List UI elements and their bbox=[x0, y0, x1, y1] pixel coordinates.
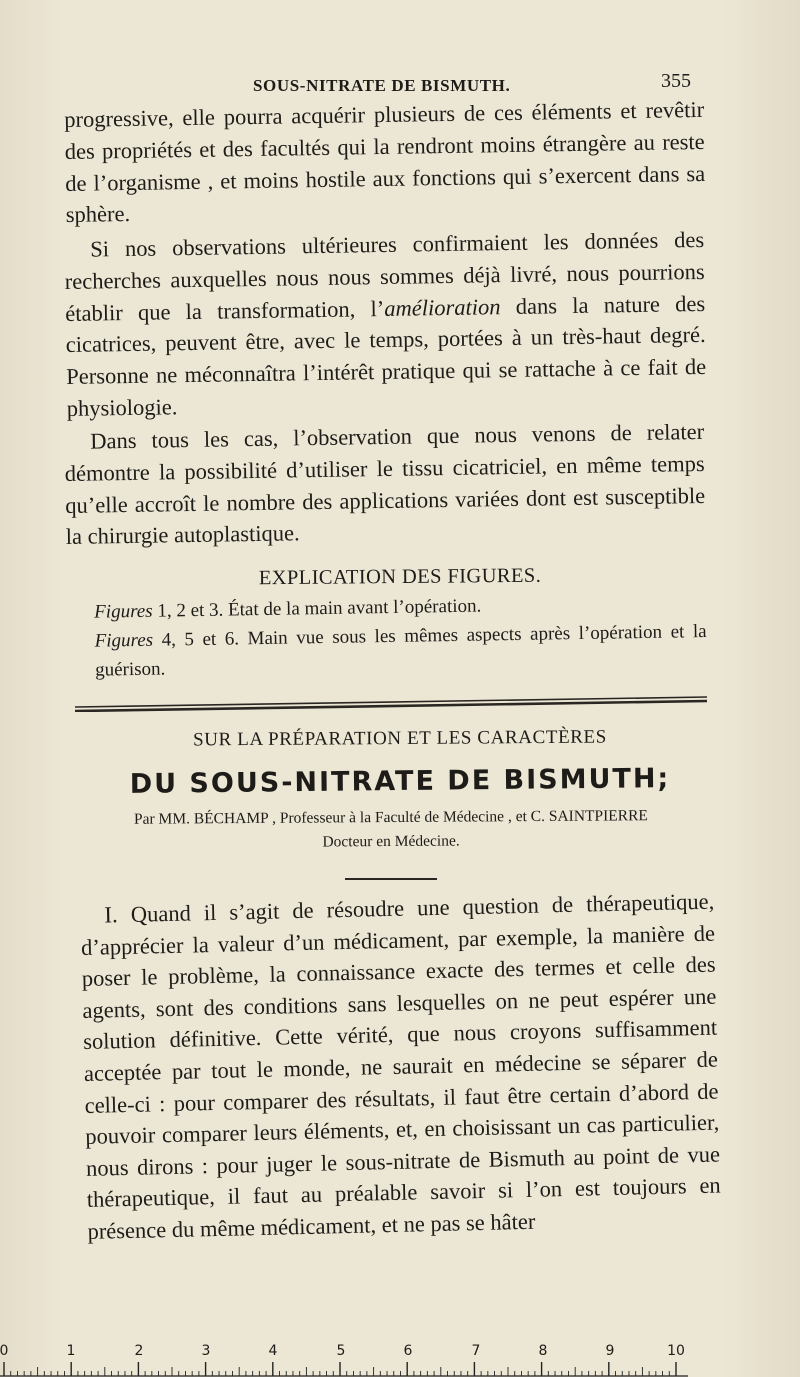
figures-explanation bbox=[72, 588, 707, 685]
ruler-label: 10 bbox=[667, 1343, 685, 1359]
paragraph-conclusion bbox=[64, 416, 706, 553]
ruler-label: 6 bbox=[403, 1343, 413, 1359]
ruler-label: 4 bbox=[268, 1343, 278, 1359]
figure-caption-text: 1, 2 et 3. État de la main avant l’opération. bbox=[152, 595, 482, 622]
paragraph-continuation bbox=[64, 94, 706, 231]
ruler-label: 5 bbox=[336, 1343, 346, 1359]
article-body-text: Quand il s’agit de résoudre une question de thérapeutique, d’apprécier la valeur d’un médicament, par exemple, la manière de poser le problème, la connaissance exacte des termes et celle des agents, sont des conditions sans lesquelles on ne peut espérer une solution définitive. Cette vérité, que nous croyons suffisamment acceptée par tout le monde, ne saurait en médecine se séparer de celle-ci : pour comparer des résultats, il faut être certain d’abord de pouvoir comparer leurs éléments, et, en choisissant un cas particulier, nous dirons : pour juger le sous-nitrate de Bismuth au point de vue thérapeutique, il faut au préalable savoir si l’on est toujours en présence du même médicament, et ne pas se hâter bbox=[80, 888, 721, 1244]
paragraph-text: Si nos observations ultérieures confirmaient les données des recherches auxquelles nous nous sommes déjà livré, nous pourrions établir que la transformation, l’ bbox=[64, 226, 705, 326]
article-title: DU SOUS-NITRATE DE BISMUTH; bbox=[129, 763, 671, 800]
paragraph-text: dans la nature des cicatrices, peuvent être, avec le temps, portées à un très-haut degré. Personne ne méconnaîtra l’intérêt pratique qui se rattache à ce fait de physiologie. bbox=[65, 290, 707, 421]
paragraph-text: progressive, elle pourra acquérir plusieurs de ces éléments et revêtir des propriétés et des facultés qui la rendront moins étrangère au reste de l’organisme , et moins hostile aux fonctions qui s’exercent dans sa sphère. bbox=[64, 96, 706, 228]
paragraph-text: Dans tous les cas, l’observation que nous venons de relater démontre la possibilité d’utiliser le tissu cicatriciel, en même temps qu’elle accroît le nombre des applications variées dont est susceptible la chirurgie autoplastique. bbox=[64, 418, 706, 550]
ruler-ticks bbox=[0, 1357, 690, 1377]
short-rule-divider bbox=[345, 878, 437, 880]
double-rule-divider bbox=[75, 694, 707, 712]
article-body bbox=[80, 886, 722, 1248]
ruler-label: 1 bbox=[66, 1343, 76, 1359]
authors-credential: Docteur en Médecine. bbox=[322, 832, 460, 851]
ruler-label: 2 bbox=[134, 1343, 144, 1359]
italic-term: amélioration bbox=[384, 293, 501, 321]
authors-line: Par MM. BÉCHAMP , Professeur à la Faculté de Médecine , et C. SAINTPIERRE bbox=[133, 807, 648, 828]
authors-block bbox=[76, 804, 706, 856]
ruler-label: 7 bbox=[471, 1343, 481, 1359]
paragraph-observations bbox=[64, 224, 707, 425]
section-number: I. bbox=[104, 902, 119, 928]
ruler-label: 8 bbox=[538, 1343, 548, 1359]
figure-label: Figures bbox=[94, 629, 154, 652]
ruler-label: 0 bbox=[0, 1343, 9, 1359]
article-heading: SUR LA PRÉPARATION ET LES CARACTÈRES bbox=[193, 726, 607, 751]
running-title: SOUS-NITRATE DE BISMUTH. bbox=[253, 76, 511, 95]
figure-caption-text: 4, 5 et 6. Main vue sous les mêmes aspects après l’opération et la guérison. bbox=[94, 621, 707, 681]
figures-heading: EXPLICATION DES FIGURES. bbox=[258, 564, 542, 590]
scale-ruler bbox=[0, 1343, 690, 1377]
ruler-label: 9 bbox=[605, 1343, 615, 1359]
figure-caption bbox=[72, 617, 707, 685]
ruler-label: 3 bbox=[201, 1343, 211, 1359]
figure-label: Figures bbox=[94, 600, 153, 623]
page-number: 355 bbox=[661, 70, 691, 92]
